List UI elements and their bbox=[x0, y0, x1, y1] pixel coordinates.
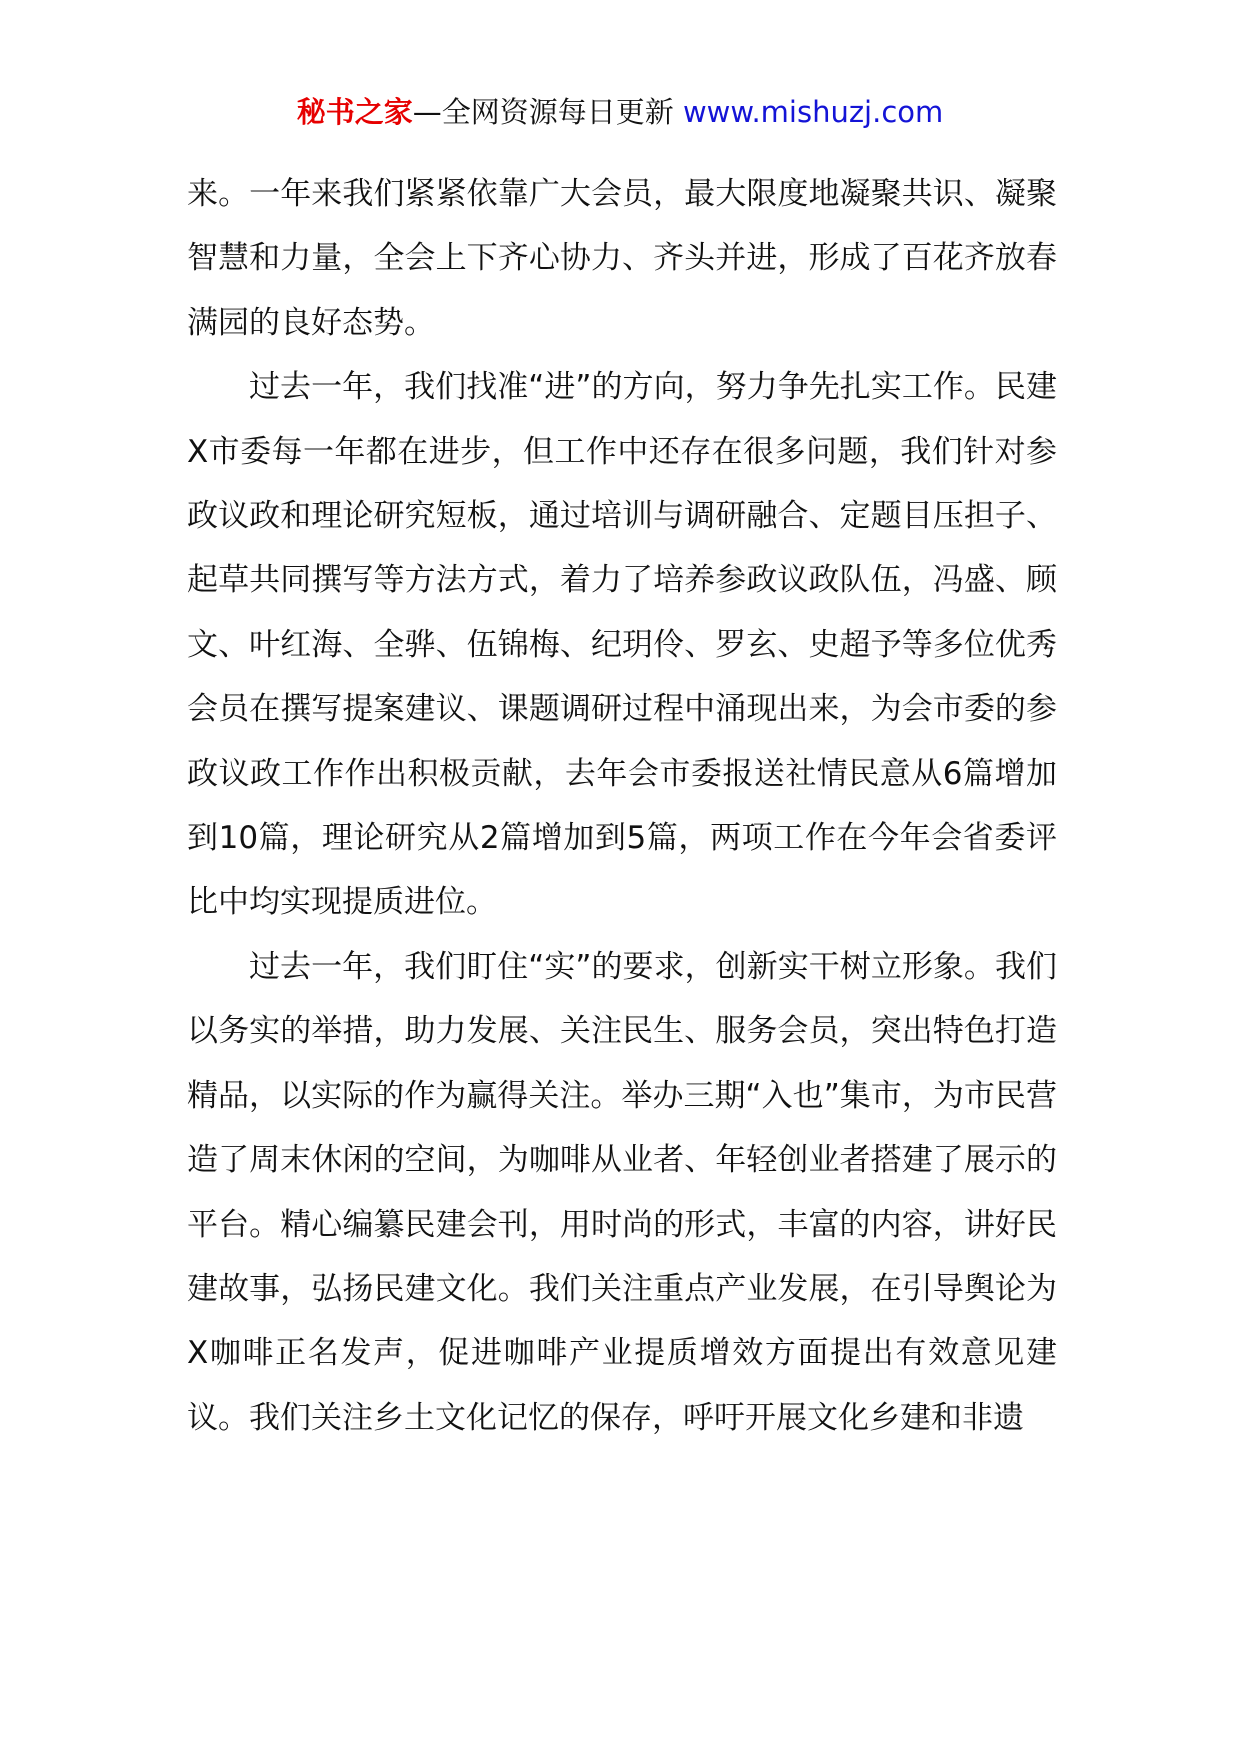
site-brand: 秘书之家 bbox=[296, 95, 413, 129]
paragraph-continuation: 来。一年来我们紧紧依靠广大会员，最大限度地凝聚共识、凝聚智慧和力量，全会上下齐心协力、齐头并进，形成了百花齐放春满园的良好态势。 bbox=[187, 176, 1057, 341]
paragraph-progress: 过去一年，我们找准“进”的方向，努力争先扎实工作。民建X市委每一年都在进步，但工作中还存在很多问题，我们针对参政议政和理论研究短板，通过培训与调研融合、定题目压担子、起草共同撰写等方法方式，着力了培养参政议政队伍，冯盛、顾文、叶红海、全骅、伍锦梅、纪玥伶、罗玄、史超予等多位优秀会员在撰写提案建议、课题调研过程中涌现出来，为会市委的参政议政工作作出积极贡献，去年会市委报送社情民意从6篇增加到10篇，理论研究从2篇增加到5篇，两项工作在今年会省委评比中均实现提质进位。 bbox=[187, 369, 1057, 921]
page-header bbox=[0, 92, 1240, 132]
site-url[interactable]: www.mishuzj.com bbox=[682, 95, 944, 129]
site-tagline: —全网资源每日更新 bbox=[412, 95, 683, 129]
paragraph-practical: 过去一年，我们盯住“实”的要求，创新实干树立形象。我们以务实的举措，助力发展、关注民生、服务会员，突出特色打造精品，以实际的作为赢得关注。举办三期“入也”集市，为市民营造了周末休闲的空间，为咖啡从业者、年轻创业者搭建了展示的平台。精心编纂民建会刊，用时尚的形式，丰富的内容，讲好民建故事，弘扬民建文化。我们关注重点产业发展，在引导舆论为X咖啡正名发声，促进咖啡产业提质增效方面提出有效意见建议。我们关注乡土文化记忆的保存，呼吁开展文化乡建和非遗 bbox=[187, 948, 1057, 1436]
document-body bbox=[187, 162, 1057, 1450]
